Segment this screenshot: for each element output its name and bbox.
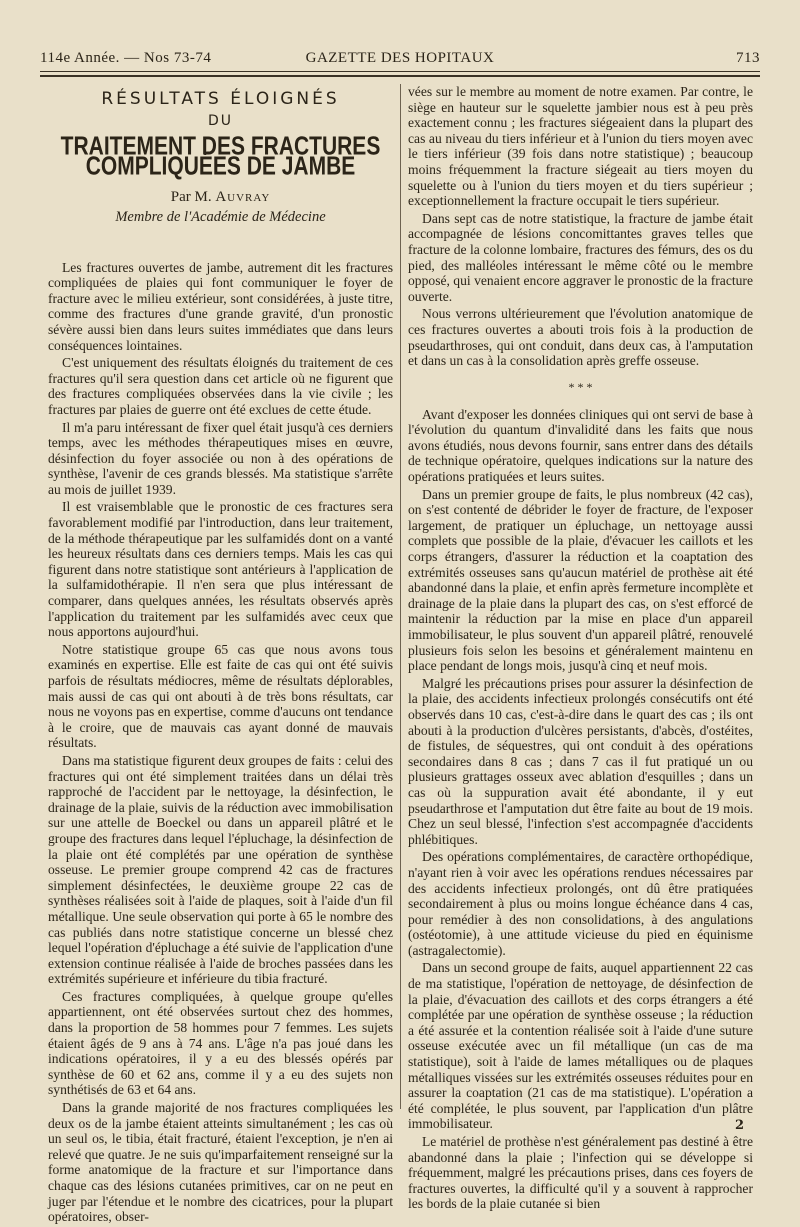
signature-mark: 2	[734, 1118, 744, 1133]
running-header	[40, 50, 760, 72]
paragraph: Dans un premier groupe de faits, le plus nombreux (42 cas), on s'est contenté de débrider le foyer de fracture, de l'exposer largement, de pratiquer un épluchage, un nettoyage aussi complets que possible de la plaie, d'évacuer les caillots et les corps étrangers, d'assurer la réduction et la coaptation des extrémités osseuses sans qu'aucun matériel de prothèse ait été abandonné dans la plaie, et enfin après fermeture incomplète et drainage de la plaie dans la plupart des cas, on s'est efforcé de maintenir la réduction par la mise en place d'un appareil immobilisateur, le plus souvent d'un appareil plâtré, renouvelé plusieurs fois selon les besoins et généralement maintenu en place pendant de longs mois, jusqu'à cinq et neuf mois.	[408, 486, 753, 674]
title-line-3: TRAITEMENT DES FRACTURES COMPLIQUÉES DE JAMBE	[60, 132, 381, 181]
section-separator: * * *	[568, 379, 593, 394]
author-prefix: Par M.	[170, 189, 216, 206]
paragraph: C'est uniquement des résultats éloignés du traitement de ces fractures qu'il sera question dans cet article où ne figurent que des fractures compliquées observées dans la vie civile ; les fractures par plaies de guerre ont été exclues de cette étude.	[48, 355, 393, 417]
header-rule-thin	[40, 71, 760, 72]
author-affiliation: Membre de l'Académie de Médecine	[115, 208, 326, 225]
paragraph: Il m'a paru intéressant de fixer quel était jusqu'à ces derniers temps, avec les méthodes thérapeutiques mises en œuvre, désinfection du foyer associée ou non à des opérations de synthèse, l'avenir de ces grands blessés. Ma statistique s'arrête au mois de juillet 1939.	[48, 419, 393, 497]
paragraph: Dans sept cas de notre statistique, la fracture de jambe était accompagnée de lésions concomittantes graves telles que fracture de la colonne lombaire, fractures des fémurs, des os du pied, des malléoles intéressant le même côté ou le membre opposé, qui venaient encore aggraver le pronostic de la fracture ouverte.	[408, 210, 753, 304]
paragraph: Dans un second groupe de faits, auquel appartiennent 22 cas de ma statistique, l'opération de nettoyage, de désinfection de la plaie, d'évacuation des caillots et des corps étrangers a été complétée par une opération de synthèse osseuse ; la réduction a été assurée et la contention réalisée soit à l'aide d'une suture osseuse exécutée avec un fil métallique (un cas de ma statistique), soit à l'aide de lames métalliques ou de plaques métalliques vissées sur les extrémités osseuses réduites pour en assurer la coaptation (21 cas de ma statistique). L'opération a été complétée, le plus souvent, par l'application d'un plâtre immobilisateur.	[408, 960, 753, 1132]
paragraph: Avant d'exposer les données cliniques qui ont servi de base à l'évolution du quantum d'invalidité dans les faits que nous avons étudiés, nous devons fournir, sans entrer dans des détails de technique opératoire, quelques indications sur la nature des opérations pratiquées et leurs suites.	[408, 406, 753, 485]
title-line-2: DU	[207, 112, 234, 129]
right-column	[408, 84, 753, 1214]
title-line-1: RÉSULTATS ÉLOIGNÉS	[101, 89, 340, 109]
author-line	[48, 190, 393, 206]
paragraph: Nous verrons ultérieurement que l'évolution anatomique de ces fractures ouvertes a abouti trois fois à la production de pseudarthroses, qui ont conduit, dans deux cas, à l'amputation et dans un cas à la consolidation après greffe osseuse.	[408, 306, 753, 369]
paragraph: Des opérations complémentaires, de caractère orthopédique, n'ayant rien à voir avec les opérations rendues nécessaires par des accidents infectieux prolongés, ont dû être pratiquées secondairement à plus ou moins longue échéance dans 4 cas, pour remédier à des non consolidations, à des angulations (ostéotomie), à une attitude vicieuse du pied en équinisme (astragalectomie).	[408, 849, 753, 958]
issue-info: 114e Année. — Nos 73-74	[40, 50, 212, 66]
left-column	[48, 84, 393, 1227]
paragraph: Malgré les précautions prises pour assurer la désinfection de la plaie, des accidents infectieux prolongés consécutifs ont été observés dans 10 cas, c'est-à-dire dans le quart des cas ; ils ont abouti à la production d'ulcères persistants, d'abcès, d'ostéites, de fistules, de séquestres, qui ont conduit à des opérations secondaires dans 8 cas ; dans 7 cas il fut pratiqué un ou plusieurs grattages osseux avec ablation d'esquilles ; dans un cas où la suppuration avait été abondante, il y eut pseudarthrose et l'amputation dut être faite au bout de 19 mois. Chez un seul blessé, l'infection s'est accompagnée d'accidents phlébitiques.	[408, 675, 753, 847]
paragraph: Les fractures ouvertes de jambe, autrement dit les fractures compliquées de plaies qui font communiquer le foyer de fracture avec le milieu extérieur, sont considérées, à juste titre, comme des fractures d'une grande gravité, d'un pronostic sévère aussi bien dans leurs suites immédiates que dans leurs conséquences lointaines.	[48, 259, 393, 353]
article-title-block	[48, 89, 393, 226]
header-rule-thick	[40, 75, 760, 77]
paragraph: Dans ma statistique figurent deux groupes de faits : celui des fractures qui ont été simplement traitées dans un délai très rapproché de l'accident par le nettoyage, la désinfection, le drainage de la plaie, suivis de la réduction avec immobilisation sur une attelle de Boeckel ou dans un appareil plâtré et le groupe des fractures dans lequel l'épluchage, la désinfection de la plaie ont été complétés par une opération de synthèse osseuse. Le premier groupe comprend 42 cas de fractures simplement désinfectées, le deuxième groupe 22 cas de synthèses réalisées soit à l'aide de plaques, soit à l'aide d'un fil métallique. Une seule observation qui porte à 65 le nombre des cas publiés dans notre statistique concerne un blessé chez lequel l'opération d'épluchage a été suivie de l'application d'une extension continue réalisée à l'aide de broches passées dans les extrémités supérieure et inférieure du tibia fracturé.	[48, 752, 393, 987]
paragraph: Ces fractures compliquées, à quelque groupe qu'elles appartiennent, ont été observées surtout chez des hommes, dans la proportion de 58 hommes pour 7 femmes. Les sujets étaient âgés de 9 ans à 74 ans. L'âge n'a pas joué dans les indications opératoires, il y a eu des blessés opérés par synthèse de 60 et 62 ans, comme il y a eu des sujets non synthétisés de 63 et 64 ans.	[48, 988, 393, 1098]
page-number: 713	[736, 50, 760, 66]
paragraph: Dans la grande majorité de nos fractures compliquées les deux os de la jambe étaient atteints simultanément ; les cas où un seul os, le tibia, était fracturé, étaient l'exception, je n'en ai relevé que quatre. Je ne suis qu'imparfaitement renseigné sur la forme anatomique de la fracture et sur l'importance dans chaque cas des lésions cutanées primitives, car on ne peut en juger par l'étendue et le nombre des cicatrices, pour la plupart opératoires, obser-	[48, 1100, 393, 1225]
paragraph: vées sur le membre au moment de notre examen. Par contre, le siège en hauteur sur le squelette jambier nous est à peu près exactement connu ; les fractures siégeaient dans la plupart des cas au niveau du tiers inférieur et à l'union du tiers moyen avec le tiers inférieur (39 fois dans notre statistique) ; beaucoup moins fréquemment la fracture siégeait au tiers moyen du squelette ou à l'union du tiers moyen et du tiers supérieur ; exceptionnellement la fracture occupait le tiers supérieur.	[408, 84, 753, 209]
paragraph: Notre statistique groupe 65 cas que nous avons tous examinés en expertise. Elle est faite de cas qui ont été suivis parfois de résultats médiocres, même de résultats déplorables, mais aussi de cas qui ont abouti à de très bons résultats, car nous ne voyons pas en expertise, comme d'aucuns ont tendance à le croire, que de mauvais cas ayant donné de mauvais résultats.	[48, 641, 393, 751]
paragraph: Le matériel de prothèse n'est généralement pas destiné à être abandonné dans la plaie ; l'infection qui se développe si fréquemment, malgré les précautions prises, dans ces foyers de fractures ouvertes, la difficulté qu'il y a souvent à rapprocher les bords de la plaie cutanée si bien	[408, 1134, 753, 1212]
journal-title: GAZETTE DES HOPITAUX	[305, 50, 495, 66]
paragraph: Il est vraisemblable que le pronostic de ces fractures sera favorablement modifié par l'introduction, dans leur traitement, de la méthode thérapeutique par les sulfamidés dont on a vanté les heureux résultats dans ces derniers temps. Mais les cas qui figurent dans notre statistique sont antérieurs à l'application de la sulfamidothérapie. Il n'en sera que plus intéressant de comparer, dans quelques années, les résultats observés après l'application du traitement par les sulfamidés avec ceux que nous apportons aujourd'hui.	[48, 499, 393, 640]
author-name: Auvray	[215, 189, 271, 206]
column-divider	[400, 84, 401, 1109]
